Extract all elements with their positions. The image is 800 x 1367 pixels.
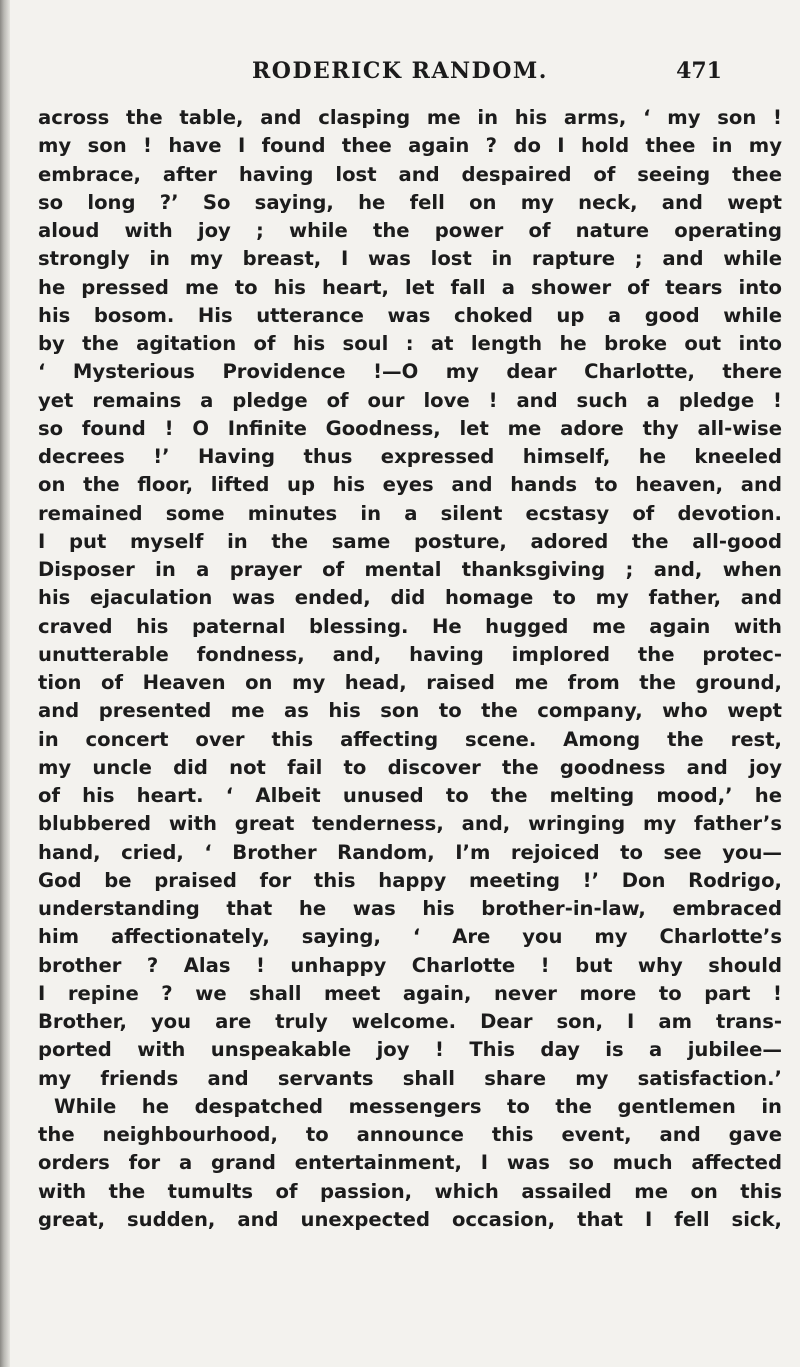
text-line: with the tumults of passion, which assailed me on this: [38, 1179, 782, 1203]
page-header: [252, 58, 722, 90]
text-line: remained some minutes in a silent ecstasy of devotion.: [38, 501, 782, 525]
text-line: so found ! O Infinite Goodness, let me adore thy all-wise: [38, 416, 782, 440]
text-line: hand, cried, ‘ Brother Random, I’m rejoiced to see you—: [38, 840, 782, 864]
text-line: craved his paternal blessing. He hugged me again with: [38, 614, 782, 638]
text-line: so long ?’ So saying, he fell on my neck, and wept: [38, 190, 782, 214]
text-line: and presented me as his son to the company, who wept: [38, 699, 782, 723]
text-line: my son ! have I found thee again ? do I hold thee in my: [38, 134, 782, 158]
text-line: understanding that he was his brother-in-law, embraced: [38, 897, 782, 920]
text-line: the neighbourhood, to announce this event, and gave: [38, 1123, 782, 1146]
text-line: Disposer in a prayer of mental thanksgiving ; and, when: [38, 558, 782, 581]
text-line: Brother, you are truly welcome. Dear son, I am trans-: [38, 1010, 782, 1033]
text-line: God be praised for this happy meeting !’ Don Rodrigo,: [38, 868, 782, 892]
text-line: of his heart. ‘ Albeit unused to the melting mood,’ he: [38, 784, 782, 807]
text-line: in concert over this affecting scene. Among the rest,: [38, 727, 782, 751]
text-line: on the floor, lifted up his eyes and hands to heaven, and: [38, 473, 782, 497]
text-line: my uncle did not fail to discover the goodness and joy: [38, 755, 782, 779]
text-line: aloud with joy ; while the power of nature operating: [38, 219, 782, 242]
text-line: his ejaculation was ended, did homage to my father, and: [38, 586, 782, 610]
page-binding-edge: [0, 0, 10, 1367]
text-line: unutterable fondness, and, having implored the protec-: [38, 642, 782, 666]
text-line: him affectionately, saying, ‘ Are you my Charlotte’s: [38, 925, 782, 949]
text-line: ported with unspeakable joy ! This day is a jubilee—: [38, 1038, 782, 1062]
text-line: his bosom. His utterance was choked up a good while: [38, 303, 782, 327]
text-line: across the table, and clasping me in his arms, ‘ my son !: [38, 106, 782, 129]
running-title: RODERICK RANDOM.: [252, 58, 548, 84]
page-number: 471: [676, 58, 722, 84]
text-line: my friends and servants shall share my satisfaction.’: [38, 1066, 782, 1090]
body-text: [38, 104, 782, 1234]
text-line: tion of Heaven on my head, raised me from the ground,: [38, 671, 782, 694]
text-line: he pressed me to his heart, let fall a shower of tears into: [38, 275, 782, 299]
text-line: brother ? Alas ! unhappy Charlotte ! but why should: [38, 953, 782, 977]
text-line: I repine ? we shall meet again, never more to part !: [38, 981, 782, 1005]
text-line: blubbered with great tenderness, and, wringing my father’s: [38, 812, 782, 836]
text-line: embrace, after having lost and despaired of seeing thee: [38, 162, 782, 186]
text-line: by the agitation of his soul : at length he broke out into: [38, 332, 782, 355]
text-line: While he despatched messengers to the gentlemen in: [54, 1094, 782, 1118]
text-line: yet remains a pledge of our love ! and such a pledge !: [38, 388, 782, 412]
text-line: great, sudden, and unexpected occasion, that I fell sick,: [38, 1207, 782, 1231]
text-line: I put myself in the same posture, adored the all-good: [38, 529, 782, 553]
text-line: ‘ Mysterious Providence !—O my dear Charlotte, there: [38, 360, 782, 384]
text-line: strongly in my breast, I was lost in rapture ; and while: [38, 247, 782, 271]
text-line: decrees !’ Having thus expressed himself, he kneeled: [38, 445, 782, 468]
text-line: orders for a grand entertainment, I was so much affected: [38, 1151, 782, 1175]
